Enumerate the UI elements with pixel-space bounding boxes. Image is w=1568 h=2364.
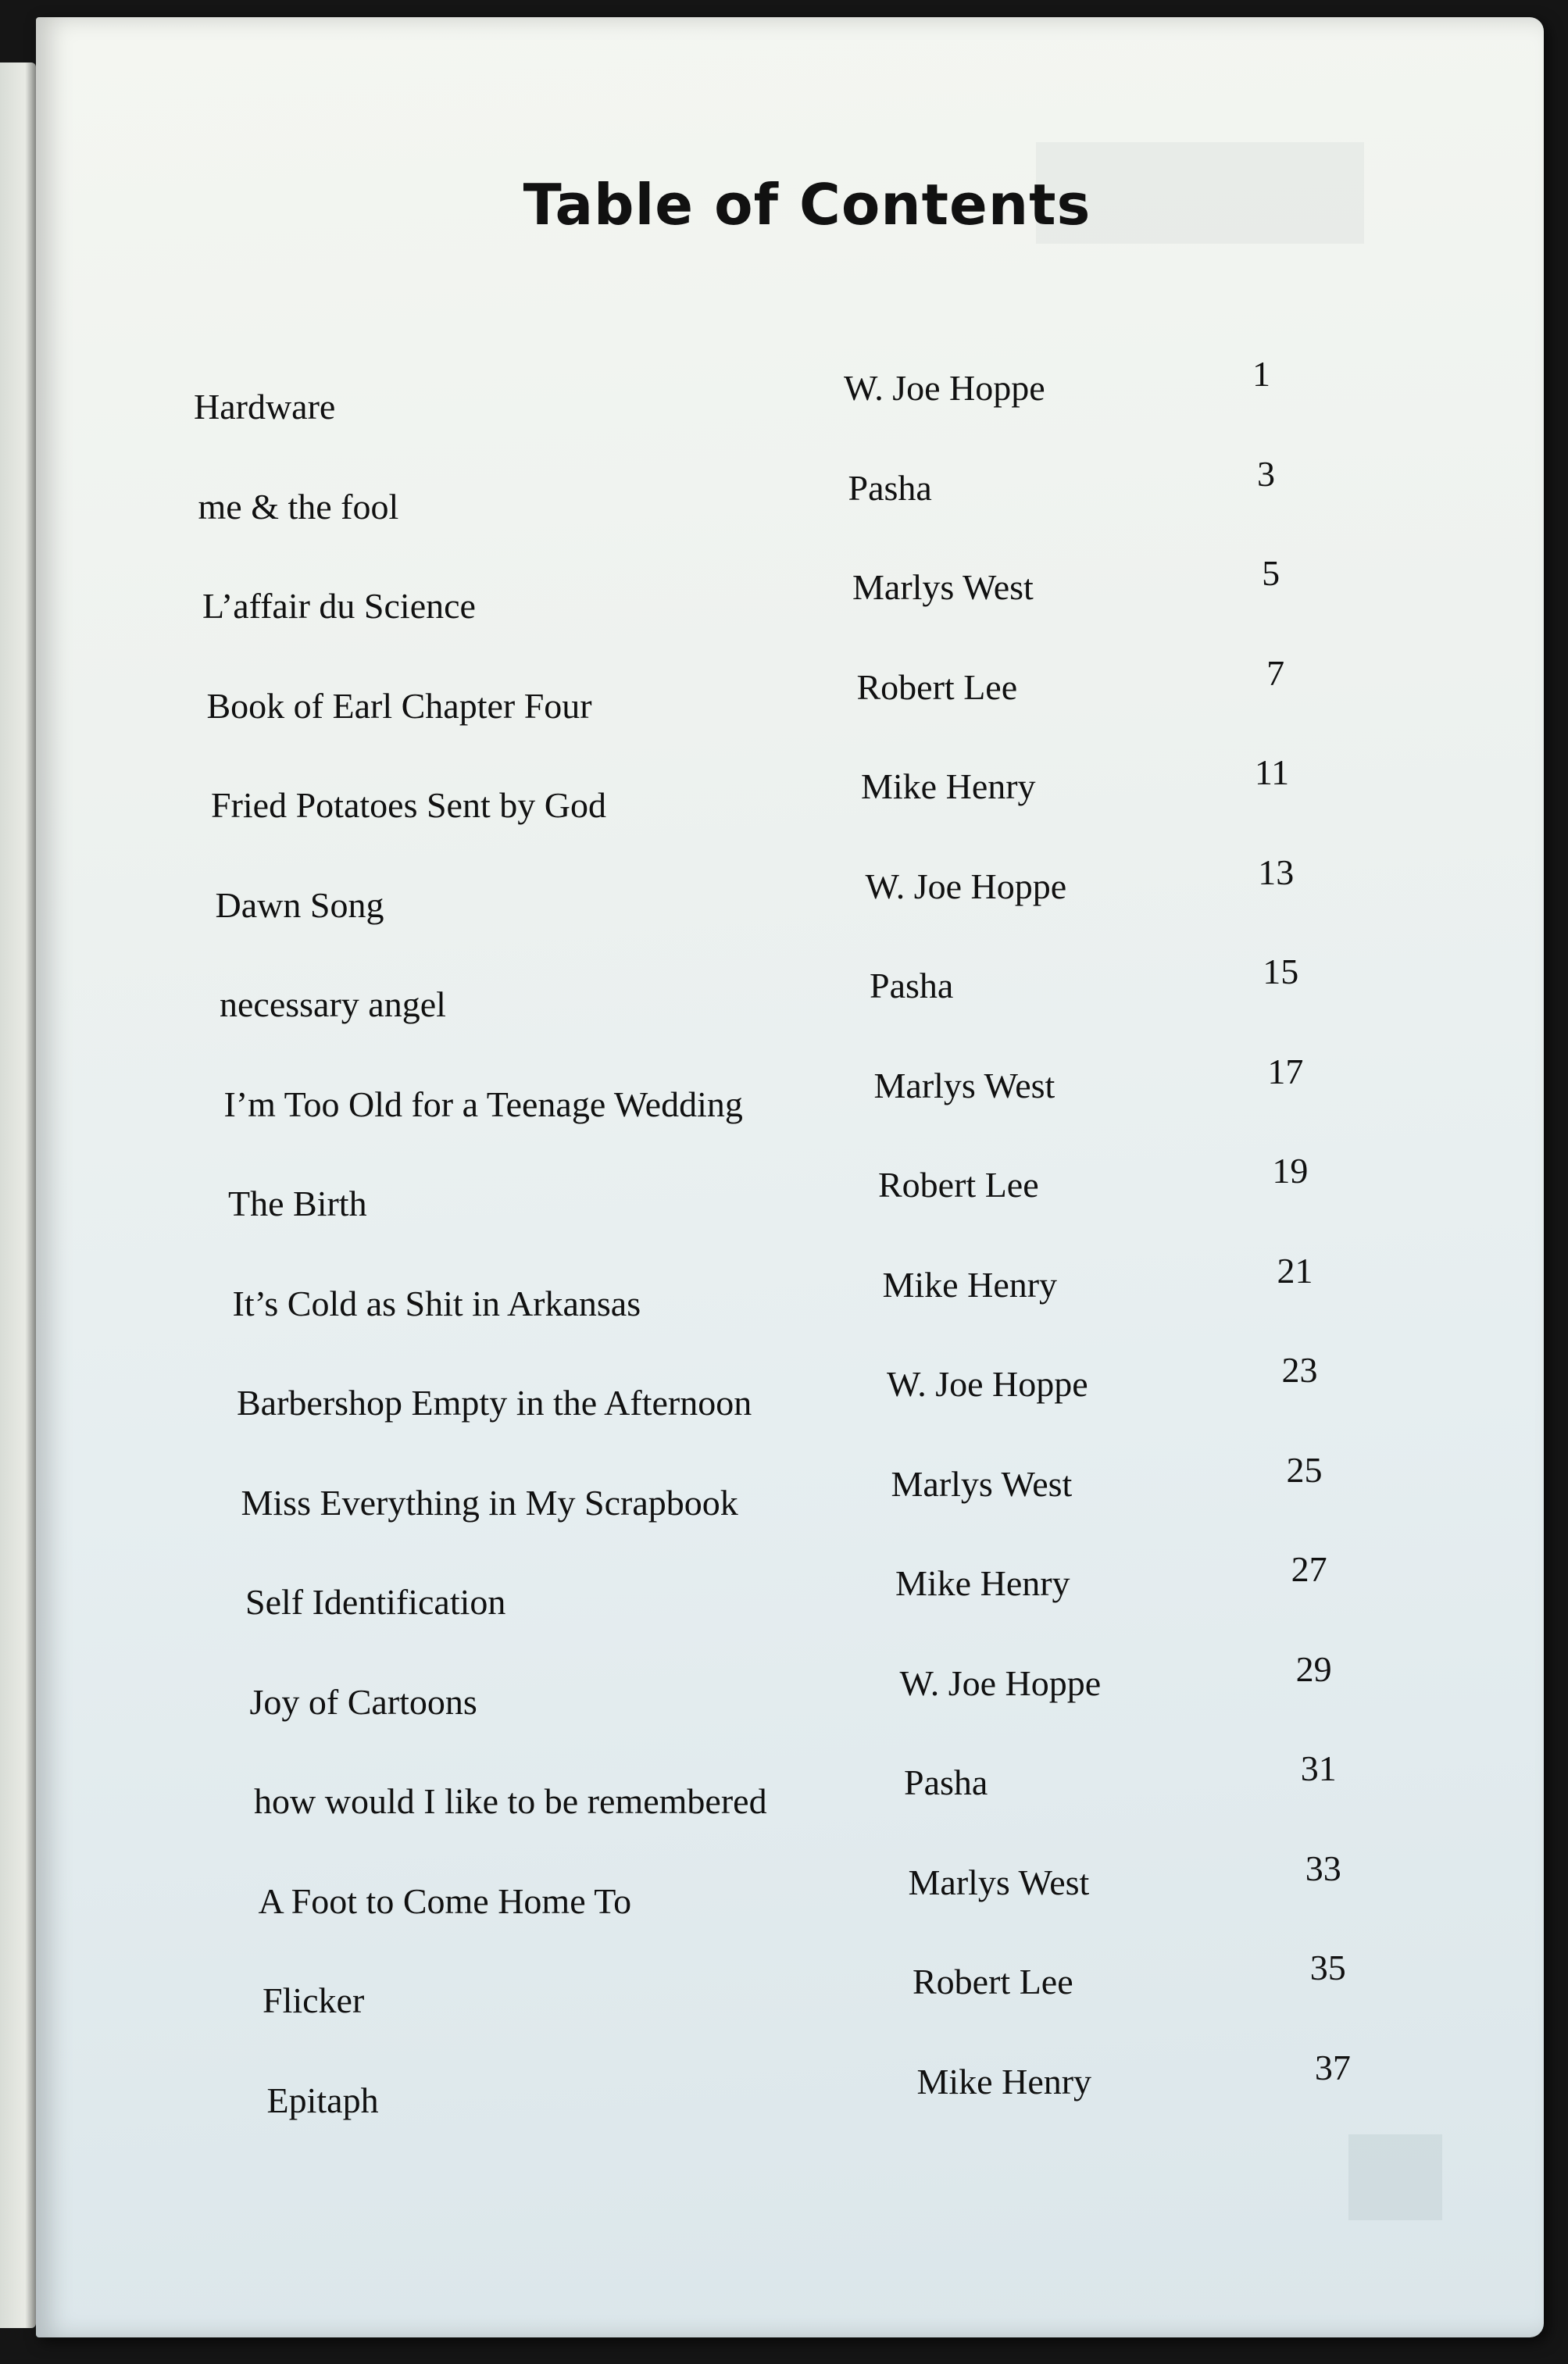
toc-entry-title: Fried Potatoes Sent by God xyxy=(211,785,606,825)
booklet-page xyxy=(36,17,1544,2337)
toc-entry-page-number: 31 xyxy=(1300,1748,1337,1788)
toc-entry-page-number: 19 xyxy=(1272,1151,1309,1191)
toc-entry-page-number: 3 xyxy=(1257,453,1276,494)
toc-entry-author: Mike Henry xyxy=(895,1563,1070,1603)
toc-entry-title: Hardware xyxy=(194,387,336,427)
toc-entry-author: W. Joe Hoppe xyxy=(844,368,1045,408)
toc-entry-title: Barbershop Empty in the Afternoon xyxy=(237,1383,752,1423)
toc-entry-author: Robert Lee xyxy=(856,666,1018,707)
toc-entry-page-number: 35 xyxy=(1309,1948,1346,1987)
toc-entry-author: Pasha xyxy=(848,467,932,508)
toc-entry-title: Joy of Cartoons xyxy=(249,1681,477,1722)
toc-entry-author: Pasha xyxy=(870,966,954,1005)
toc-entry-title: Dawn Song xyxy=(215,884,384,925)
toc-entry-title: It’s Cold as Shit in Arkansas xyxy=(232,1283,641,1323)
toc-entry-title: how would I like to be remembered xyxy=(254,1781,767,1821)
toc-entry-page-number: 5 xyxy=(1262,553,1280,593)
toc-entry-page-number: 29 xyxy=(1295,1648,1332,1689)
toc-entry-page-number: 23 xyxy=(1281,1350,1318,1390)
toc-entry-page-number: 7 xyxy=(1266,652,1285,693)
toc-entry-page-number: 17 xyxy=(1267,1051,1304,1091)
toc-entry-page-number: 1 xyxy=(1252,354,1270,394)
toc-entry-page-number: 33 xyxy=(1305,1848,1341,1888)
toc-entry-page-number: 15 xyxy=(1263,952,1299,991)
toc-entry-author: Robert Lee xyxy=(878,1165,1039,1205)
toc-entry-author: Mike Henry xyxy=(882,1264,1058,1305)
toc-entry-author: Marlys West xyxy=(908,1862,1090,1902)
toc-entry-page-number: 21 xyxy=(1277,1250,1313,1291)
toc-entry-title: A Foot to Come Home To xyxy=(258,1880,632,1921)
toc-entry-title: Self Identification xyxy=(245,1582,506,1622)
toc-entry-author: W. Joe Hoppe xyxy=(865,866,1067,906)
toc-entry-title: The Birth xyxy=(228,1184,367,1223)
toc-entry-author: Marlys West xyxy=(852,567,1034,607)
toc-entry-title: me & the fool xyxy=(198,486,399,527)
toc-entry-author: Marlys West xyxy=(873,1065,1055,1105)
toc-entry-author: Mike Henry xyxy=(861,766,1036,806)
toc-entry-author: Marlys West xyxy=(891,1463,1073,1504)
page-corner-mark xyxy=(1348,2134,1442,2220)
toc-entry-page-number: 37 xyxy=(1314,2047,1351,2087)
toc-entry-page-number: 13 xyxy=(1258,852,1295,892)
left-page-edge xyxy=(0,62,36,2328)
toc-entry-author: W. Joe Hoppe xyxy=(887,1364,1088,1404)
toc-entry-title: necessary angel xyxy=(220,984,446,1024)
toc-entry-author: W. Joe Hoppe xyxy=(899,1662,1102,1703)
page-title: Table of Contents xyxy=(523,172,1091,237)
toc-entry-title: Miss Everything in My Scrapbook xyxy=(241,1482,738,1523)
toc-entry-page-number: 11 xyxy=(1254,752,1290,792)
toc-entry-title: I’m Too Old for a Teenage Wedding xyxy=(223,1084,743,1124)
toc-entry-title: L’affair du Science xyxy=(202,586,476,626)
toc-entry-author: Robert Lee xyxy=(913,1962,1073,2002)
toc-entry-title: Book of Earl Chapter Four xyxy=(206,685,592,726)
toc-entry-author: Pasha xyxy=(904,1762,988,1802)
toc-entry-page-number: 25 xyxy=(1286,1449,1323,1490)
toc-entry-author: Mike Henry xyxy=(916,2061,1092,2102)
toc-entry-title: Flicker xyxy=(263,1980,365,2020)
toc-entry-page-number: 27 xyxy=(1291,1549,1327,1589)
toc-entry-title: Epitaph xyxy=(266,2080,379,2120)
